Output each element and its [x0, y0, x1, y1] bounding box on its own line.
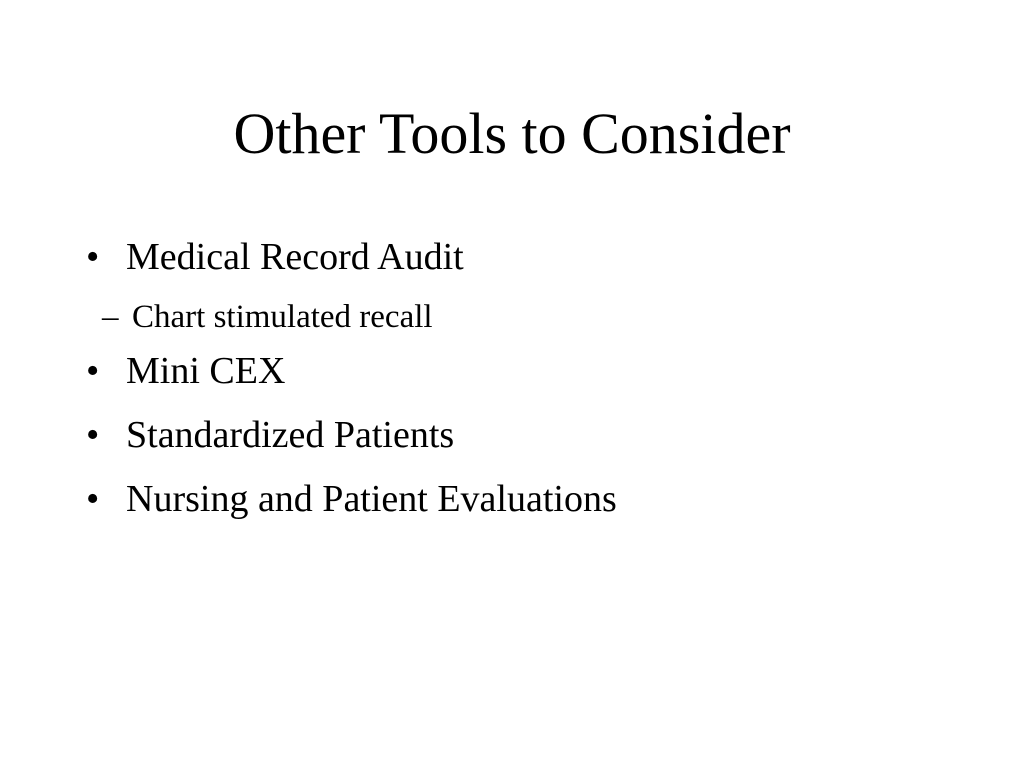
slide-title: Other Tools to Consider [233, 101, 791, 166]
bullet-item-medical-record-audit [86, 231, 617, 283]
bullet-marker: • [86, 414, 100, 456]
bullet-text: Standardized Patients [126, 414, 455, 456]
sub-bullet-list [86, 295, 617, 339]
bullet-item-mini-cex [86, 345, 617, 397]
bullet-marker: • [86, 236, 100, 278]
bullet-marker: • [86, 478, 100, 520]
bullet-item-nursing-and-patient-evaluations [86, 473, 617, 525]
bullet-text: Mini CEX [126, 350, 286, 392]
sub-bullet-item-chart-stimulated-recall [86, 295, 617, 339]
bullet-list [86, 231, 617, 537]
bullet-text: Nursing and Patient Evaluations [126, 478, 617, 520]
bullet-item-standardized-patients [86, 409, 617, 461]
sub-bullet-text: Chart stimulated recall [132, 299, 433, 335]
bullet-text: Medical Record Audit [126, 236, 464, 278]
sub-bullet-marker: – [102, 299, 119, 335]
bullet-marker: • [86, 350, 100, 392]
sub-list-container [86, 295, 617, 339]
